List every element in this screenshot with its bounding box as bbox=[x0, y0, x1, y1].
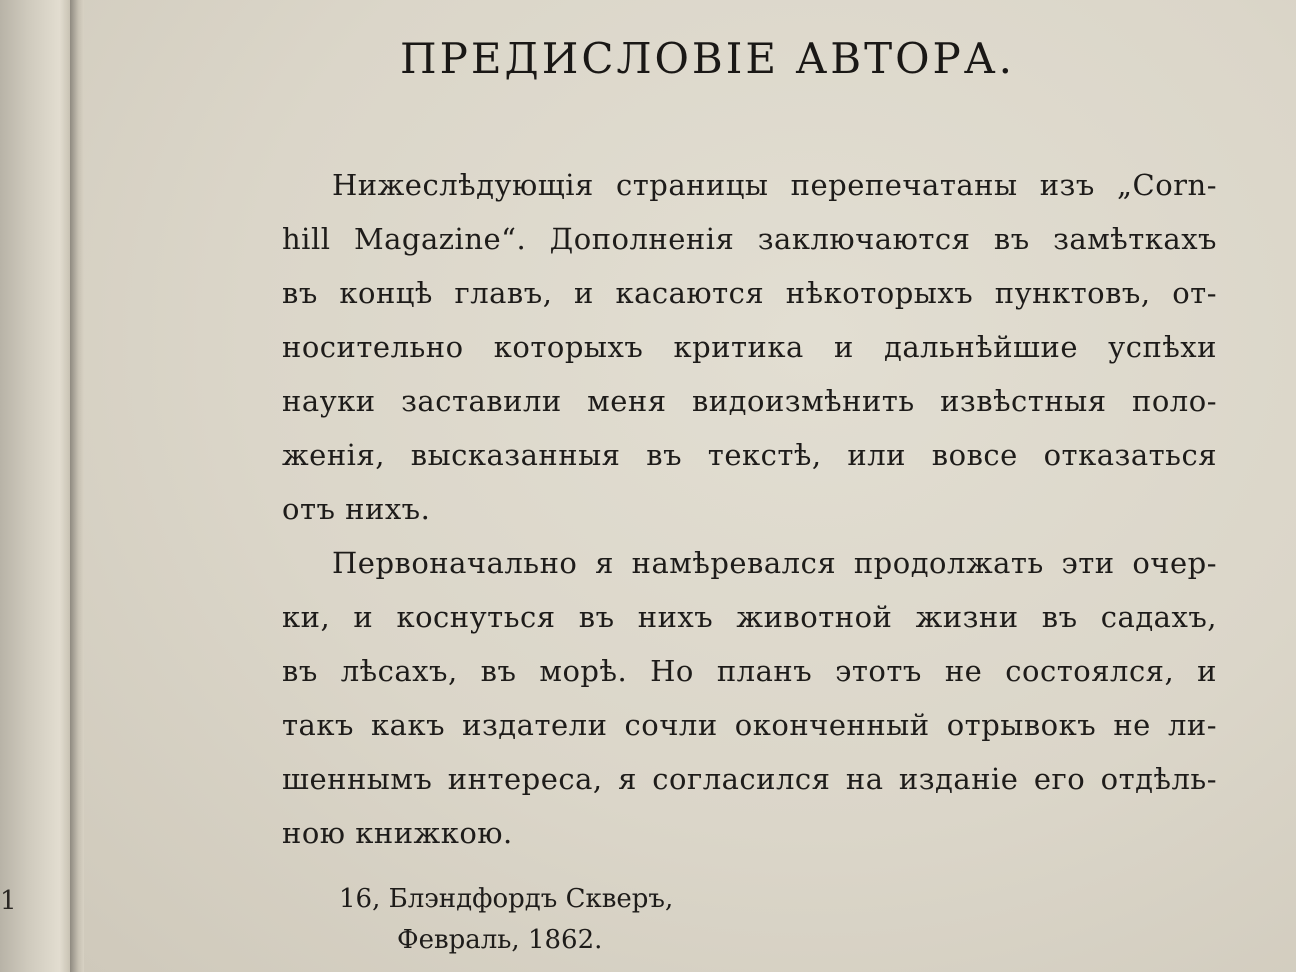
paragraph-line: ною книжкою. bbox=[282, 816, 513, 850]
paragraph-line: въ лѣсахъ, въ морѣ. Но планъ этотъ не состоялся, и bbox=[282, 654, 1217, 688]
paragraph-line: женія, высказанныя въ текстѣ, или вовсе отказаться bbox=[282, 438, 1217, 472]
left-page-edge bbox=[0, 0, 70, 972]
paragraph-line: отъ нихъ. bbox=[282, 492, 431, 526]
paragraph-line: такъ какъ издатели сочли оконченный отрывокъ не ли- bbox=[282, 708, 1217, 742]
left-page-mark: 1 bbox=[0, 886, 17, 916]
paragraph-1 bbox=[282, 158, 1217, 536]
paragraph-line: ки, и коснуться въ нихъ животной жизни въ садахъ, bbox=[282, 600, 1217, 634]
page-title: ПРЕДИСЛОВІЕ АВТОРА. bbox=[400, 34, 1015, 83]
paragraph-2 bbox=[282, 536, 1217, 860]
signature-date: Февраль, 1862. bbox=[397, 925, 603, 955]
book-page bbox=[84, 0, 1296, 972]
paragraph-line: въ концѣ главъ, и касаются нѣкоторыхъ пунктовъ, от- bbox=[282, 276, 1217, 310]
paragraph-line: Нижеслѣдующія страницы перепечатаны изъ „Corn- bbox=[332, 168, 1217, 202]
signature-address: 16, Блэндфордъ Скверъ, bbox=[339, 884, 674, 914]
paragraph-line: науки заставили меня видоизмѣнить извѣстныя поло- bbox=[282, 384, 1217, 418]
paragraph-line: hill Magazine“. Дополненія заключаются въ замѣткахъ bbox=[282, 222, 1217, 256]
paragraph-line: носительно которыхъ критика и дальнѣйшие успѣхи bbox=[282, 330, 1217, 364]
paragraph-line: Первоначально я намѣревался продолжать эти очер- bbox=[332, 546, 1217, 580]
paragraph-line: шеннымъ интереса, я согласился на изданіе его отдѣль- bbox=[282, 762, 1217, 796]
book-gutter bbox=[70, 0, 84, 972]
